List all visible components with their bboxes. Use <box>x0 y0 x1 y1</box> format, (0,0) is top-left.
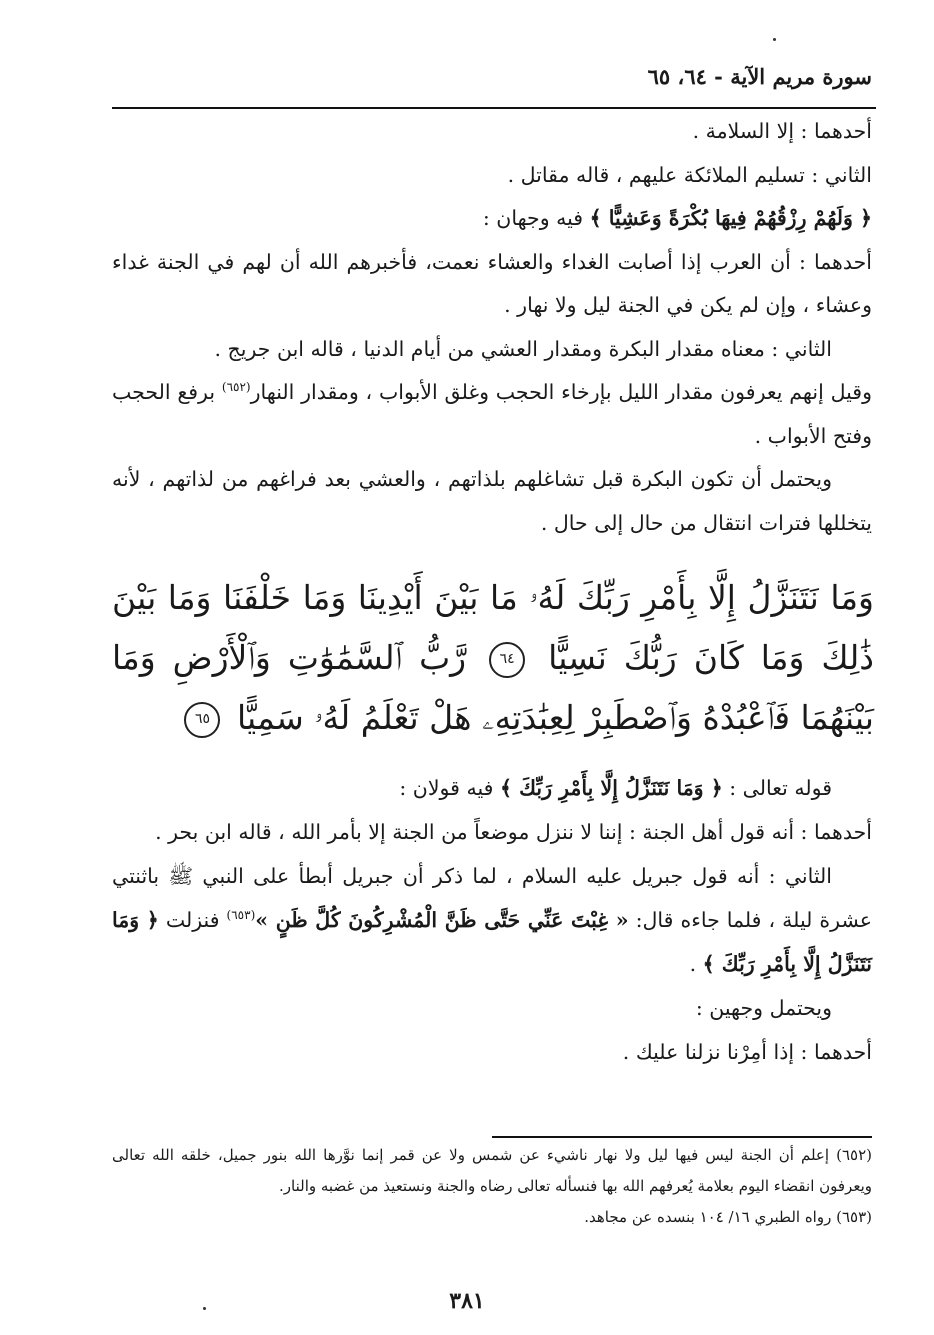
verse-text: وَمَا نَتَنَزَّلُ إِلَّا بِأَمْرِ رَبِّكَ لَهُۥ مَا بَيْنَ أَيْدِينَا وَمَا خَلْفَنَا وَمَا بَيْنَ ذَٰلِكَ وَمَا كَانَ رَبُّكَ نَسِيًّا <box>112 578 874 677</box>
footnote-divider <box>492 1136 872 1138</box>
paragraph <box>112 197 872 241</box>
paragraph: أحدهما : أن العرب إذا أصابت الغداء والعشاء نعمت، فأخبرهم الله أن لهم في الجنة غداء وعشاء ، وإن لم يكن في الجنة ليل ولا نهار . <box>112 249 872 317</box>
footnote-marker: (٦٥٣) <box>226 908 256 923</box>
paragraph <box>112 854 872 986</box>
page-number: ٣٨١ <box>449 1288 485 1314</box>
footnote: (٦٥٣) رواه الطبري ١٦/ ١٠٤ بنسده عن مجاهد. <box>584 1208 872 1226</box>
commentary-section-1 <box>112 110 872 545</box>
paragraph-text: قوله تعالى : <box>722 776 832 800</box>
paragraph-text: فيه قولان : <box>399 776 500 800</box>
paragraph-text: برفع الحجب وفتح الأبواب . <box>112 380 872 448</box>
commentary-section-2 <box>112 766 872 1074</box>
verse-text: رَّبُّ ٱلسَّمَٰوَٰتِ وَٱلْأَرْضِ وَمَا بَيْنَهُمَا فَٱعْبُدْهُ وَٱصْطَبِرْ لِعِبَٰدَتِهِۦ هَلْ تَعْلَمُ لَهُۥ سَمِيًّا <box>112 638 874 737</box>
running-header: سورة مريم الآية - ٦٤، ٦٥ <box>647 64 872 89</box>
hadith-quote: « غِبْتَ عَنِّي حَتَّى ظَنَّ الْمُشْرِكُونَ كُلَّ ظَنٍ » <box>255 908 629 932</box>
paragraph: أحدهما : إذا أمِرْنا نزلنا عليك . <box>622 1040 872 1064</box>
quran-quote: ﴿ وَمَا نَتَنَزَّلُ إِلَّا بِأَمْرِ رَبِّكَ ﴾ <box>499 776 723 800</box>
footnote-marker: (٦٥٢) <box>221 380 251 395</box>
quran-quote: ﴿ وَمَا نَتَنَزَّلُ إِلَّا بِأَمْرِ رَبِّكَ ﴾ <box>112 908 872 976</box>
paragraph: ويحتمل أن تكون البكرة قبل تشاغلهم بلذاتهم ، والعشي بعد فراغهم من لذاتهم ، لأنه يتخللها فترات انتقال من حال إلى حال . <box>112 467 872 535</box>
paragraph-text: الثاني : أنه قول جبريل عليه السلام ، لما ذكر أن جبريل أبطأ على النبي ﷺ باثنتي عشرة ليلة ، فلما جاءه قال: <box>112 864 872 932</box>
scan-speck <box>203 1307 206 1310</box>
paragraph-text: فنزلت <box>158 908 227 932</box>
paragraph: الثاني : معناه مقدار البكرة ومقدار العشي من أيام الدنيا ، قاله ابن جريج . <box>214 336 832 361</box>
footnotes <box>112 1140 872 1233</box>
ayah-number-marker: ٦٥ <box>184 702 220 738</box>
quran-verse-block <box>112 568 874 748</box>
ayah-number-marker: ٦٤ <box>489 642 525 678</box>
paragraph <box>112 371 872 458</box>
paragraph: أحدهما : إلا السلامة . <box>692 119 872 143</box>
quran-quote: ﴿ وَلَهُمْ رِزْقُهُمْ فِيهَا بُكْرَةً وَعَشِيًّا ﴾ <box>589 206 872 230</box>
paragraph-text: . <box>689 952 703 976</box>
paragraph-text: فيه وجهان : <box>482 206 590 230</box>
paragraph-text: وقيل إنهم يعرفون مقدار الليل بإرخاء الحجب وغلق الأبواب ، ومقدار النهار <box>250 380 873 404</box>
header-divider <box>112 107 876 109</box>
paragraph: أحدهما : أنه قول أهل الجنة : إننا لا ننزل موضعاً من الجنة إلا بأمر الله ، قاله ابن بحر . <box>155 820 872 844</box>
paragraph: ويحتمل وجهين : <box>695 996 832 1020</box>
footnote: (٦٥٢) إعلم أن الجنة ليس فيها ليل ولا نهار ناشيء عن شمس ولا عن قمر إنما نوَّرها الله بنور جميل، خلقه الله تعالى ويعرفون انقضاء اليوم بعلامة يُعرفهم الله بها فنسأله تعالى رضاه والجنة ونستعيذ من غضبه والنار. <box>112 1146 872 1195</box>
paragraph <box>112 766 872 810</box>
paragraph: الثاني : تسليم الملائكة عليهم ، قاله مقاتل . <box>507 162 872 187</box>
scan-speck <box>773 38 776 41</box>
